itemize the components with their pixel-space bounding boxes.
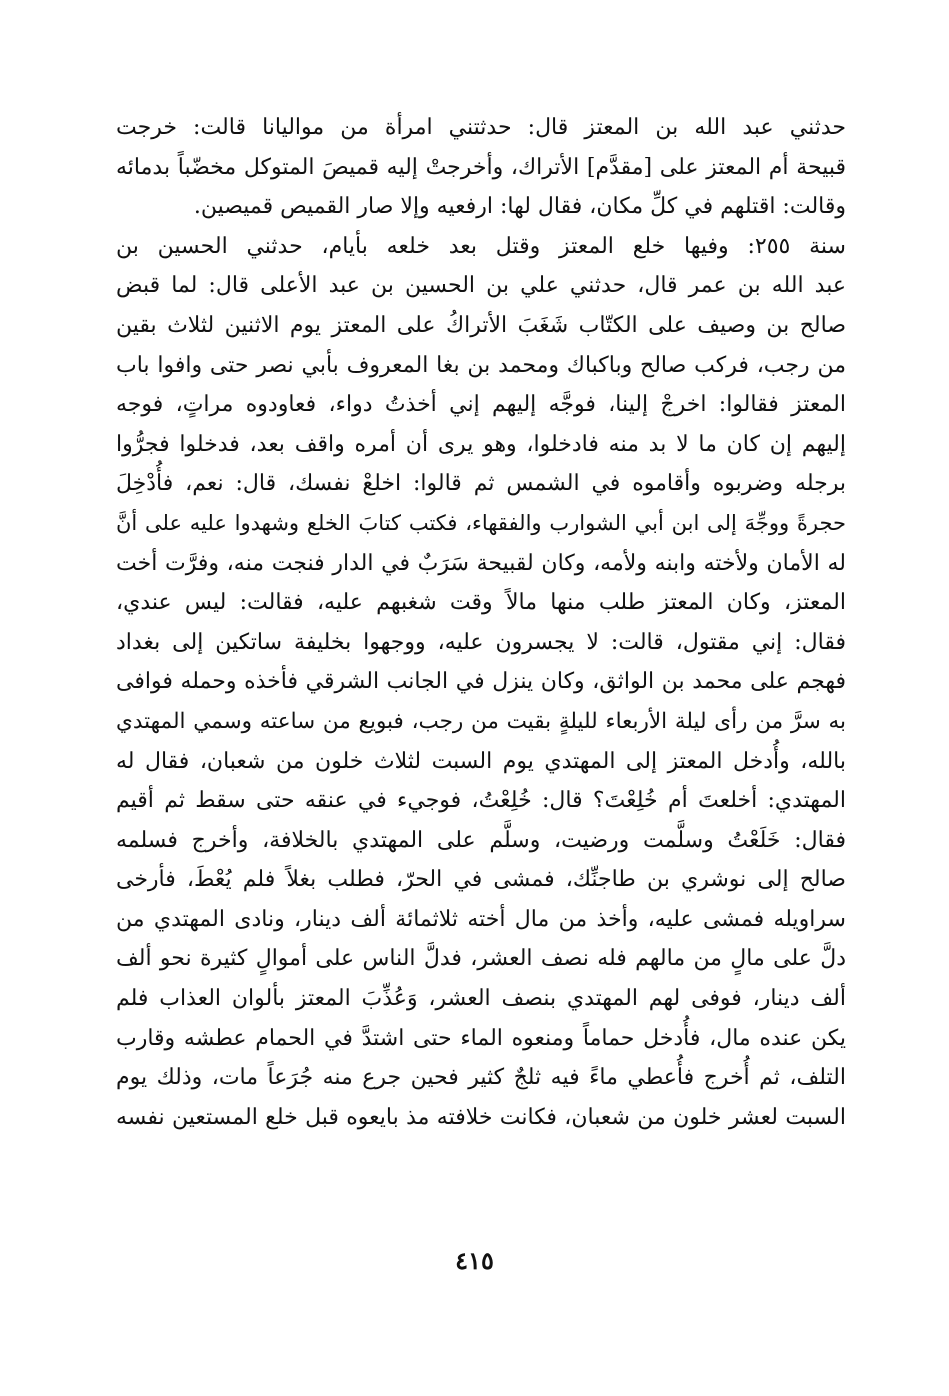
text-line: المهتدي: أخلعتَ أم خُلِعْتَ؟ قال: خُلِعْتُ، فوجيء في عنقه حتى سقط ثم أقيم bbox=[116, 788, 846, 814]
text-line: بالله، وأُدخل المعتز إلى المهتدي يوم السبت لثلاث خلون من شعبان، فقال له bbox=[116, 748, 846, 774]
text-line: يكن عنده مال، فأُدخل حماماً ومنعوه الماء حتى اشتدَّ في الحمام عطشه وقارب bbox=[116, 1025, 846, 1051]
body-text bbox=[116, 108, 846, 1137]
text-line: وقالت: اقتلهم في كلِّ مكان، فقال لها: ارفعيه وإلا صار القميص قميصين. bbox=[193, 194, 846, 220]
text-line: التلف، ثم أُخرج فأُعطي ماءً فيه ثلجٌ كثير فحين جرع منه جُرَعاً مات، وذلك يوم bbox=[116, 1065, 846, 1091]
text-line: صالح بن وصيف على الكتّاب شَغَبَ الأتراكُ على المعتز يوم الاثنين لثلاث بقين bbox=[116, 312, 846, 338]
text-line: سراويله فمشى عليه، وأخذ من مال أخته ثلاثمائة ألف دينار، ونادى المهتدي من bbox=[116, 906, 846, 932]
text-line: فقال: خَلَعْتُ وسلَّمت ورضيت، وسلَّم على المهتدي بالخلافة، وأخرج فسلمه bbox=[116, 827, 846, 853]
text-line: المعتز، وكان المعتز طلب منها مالاً وقت شغبهم عليه، فقالت: ليس عندي، bbox=[116, 590, 846, 616]
paragraph-2 bbox=[116, 227, 846, 1138]
text-line: برجله وضربوه وأقاموه في الشمس ثم قالوا: اخلعْ نفسك، قال: نعم، فأُدْخِلَ bbox=[116, 471, 846, 497]
text-line: فقال: إني مقتول، قالت: لا يجسرون عليه، ووجهوا بخليفة ساتكين إلى بغداد bbox=[116, 629, 846, 655]
page-number: ٤١٥ bbox=[455, 1246, 494, 1275]
text-line: إليهم إن كان ما لا بد منه فادخلوا، وهو يرى أن أمره واقف بعد، فدخلوا فجرُّوا bbox=[116, 431, 846, 457]
text-line: دلَّ على مالٍ من مالهم فله نصف العشر، فدلَّ الناس على أموالٍ كثيرة نحو ألف bbox=[116, 946, 846, 972]
text-line: المعتز فقالوا: اخرجْ إلينا، فوجَّه إليهم إني أخذتُ دواء، فعاودوه مراتٍ، فوجه bbox=[116, 392, 846, 418]
text-line: قبيحة أم المعتز على [مقدَّم] الأتراك، وأخرجتْ إليه قميصَ المتوكل مخضّباً بدمائه bbox=[116, 154, 846, 180]
text-line: حجرةً ووجِّهَ إلى ابن أبي الشوارب والفقهاء، فكتب كتابَ الخلع وشهدوا عليه على أنَّ bbox=[116, 510, 846, 535]
text-line: ألف دينار، فوفى لهم المهتدي بنصف العشر، وَعُذِّبَ المعتز بألوان العذاب فلم bbox=[116, 986, 846, 1012]
text-line: به سرَّ من رأى ليلة الأربعاء لليلةٍ بقيت من رجب، فبويع من ساعته وسمي المهتدي bbox=[116, 708, 846, 734]
text-line: حدثني عبد الله بن المعتز قال: حدثتني امرأة من مواليانا قالت: خرجت bbox=[116, 115, 846, 140]
text-line: له الأمان ولأخته وابنه ولأمه، وكان لقبيحة سَرَبٌ في الدار فنجت منه، وفرَّت أخت bbox=[116, 550, 846, 576]
text-line: من رجب، فركب صالح وباكباك ومحمد بن بغا المعروف بأبي نصر حتى وافوا باب bbox=[116, 352, 846, 378]
text-line: فهجم على محمد بن الواثق، وكان ينزل في الجانب الشرقي فأخذه وحمله فوافى bbox=[116, 669, 846, 695]
text-line: صالح إلى نوشري بن طاجنِّك، فمشى في الحرّ، فطلب بغلاً فلم يُعْطَ، فأرخى bbox=[116, 867, 846, 893]
text-line: عبد الله بن عمر قال، حدثني علي بن الحسين بن عبد الأعلى قال: لما قبض bbox=[116, 273, 846, 299]
text-line: سنة ٢٥٥: وفيها خلع المعتز وقتل بعد خلعه بأيام، حدثني الحسين بن bbox=[116, 233, 846, 259]
paragraph-1 bbox=[116, 108, 846, 227]
text-line: السبت لعشر خلون من شعبان، فكانت خلافته مذ بايعوه قبل خلع المستعين نفسه bbox=[116, 1104, 846, 1130]
